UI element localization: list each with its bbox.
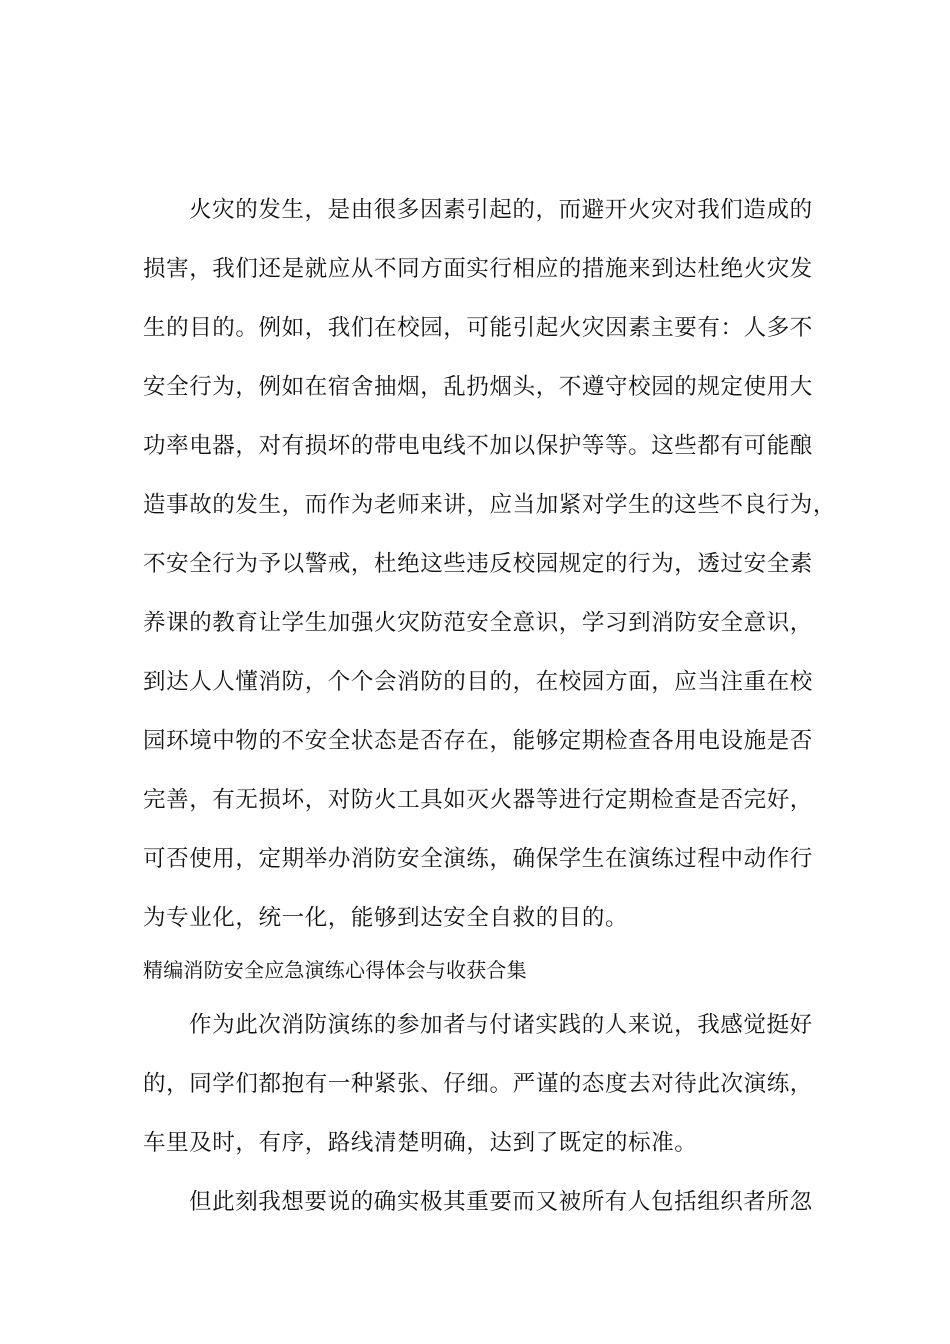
paragraph-1-line-2: 损害，我们还是就应从不同方面实行相应的措施来到达杜绝火灾发 (143, 256, 813, 282)
paragraph-1-line-9: 到达人人懂消防，个个会消防的目的，在校园方面，应当注重在校 (143, 669, 813, 695)
paragraph-1-line-7: 不安全行为予以警戒，杜绝这些违反校园规定的行为，透过安全素 (143, 551, 813, 577)
paragraph-1-line-11: 完善，有无损坏，对防火工具如灭火器等进行定期检查是否完好， (143, 787, 813, 813)
paragraph-1-line-12: 可否使用，定期举办消防安全演练，确保学生在演练过程中动作行 (143, 846, 813, 872)
paragraph-1-line-6: 造事故的发生，而作为老师来讲，应当加紧对学生的这些不良行为， (143, 492, 837, 518)
paragraph-3-line-1: 但此刻我想要说的确实极其重要而又被所有人包括组织者所忽 (189, 1189, 813, 1215)
paragraph-1-line-13: 为专业化，统一化，能够到达安全自救的目的。 (143, 905, 629, 931)
paragraph-1-line-4: 安全行为，例如在宿舍抽烟，乱扔烟头，不遵守校园的规定使用大 (143, 374, 813, 400)
paragraph-1-line-1: 火灾的发生，是由很多因素引起的，而避开火灾对我们造成的 (189, 197, 813, 223)
section-heading: 精编消防安全应急演练心得体会与收获合集 (143, 958, 527, 982)
paragraph-2-line-3: 车里及时，有序，路线清楚明确，达到了既定的标准。 (143, 1130, 698, 1156)
paragraph-1-line-3: 生的目的。例如，我们在校园，可能引起火灾因素主要有：人多不 (143, 315, 813, 341)
paragraph-2-line-2: 的，同学们都抱有一种紧张、仔细。严谨的态度去对待此次演练， (143, 1071, 813, 1097)
paragraph-1-line-10: 园环境中物的不安全状态是否存在，能够定期检查各用电设施是否 (143, 728, 813, 754)
paragraph-2-line-1: 作为此次消防演练的参加者与付诸实践的人来说，我感觉挺好 (189, 1012, 813, 1038)
paragraph-1-line-5: 功率电器，对有损坏的带电电线不加以保护等等。这些都有可能酿 (143, 433, 813, 459)
paragraph-1-line-8: 养课的教育让学生加强火灾防范安全意识，学习到消防安全意识， (143, 610, 813, 636)
